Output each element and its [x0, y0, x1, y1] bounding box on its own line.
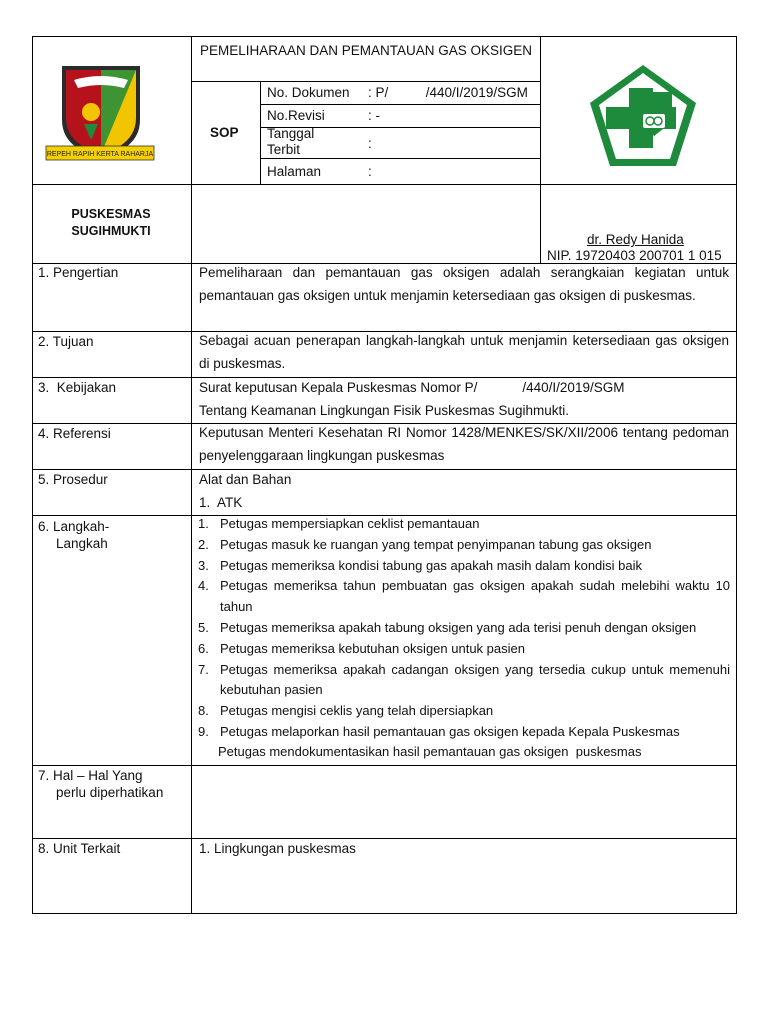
section-text-unit-terkait: 1. Lingkungan puskesmas — [199, 841, 356, 856]
field-label-no-revisi: No.Revisi — [267, 108, 325, 123]
procedure-step: 8. Petugas mengisi ceklis yang telah dipersiapkan — [198, 703, 494, 719]
column-divider — [191, 36, 192, 914]
section-label-hal-line2: perlu diperhatikan — [56, 785, 164, 800]
procedure-step: 9. Petugas melaporkan hasil pemantauan gas oksigen kepada Kepala Puskesmas — [198, 723, 680, 739]
field-value-no-revisi: : - — [368, 108, 380, 123]
section-label-tujuan: 2. Tujuan — [38, 334, 94, 349]
section-label-prosedur: 5. Prosedur — [38, 472, 108, 487]
section-text-kebijakan-line1: Surat keputusan Kepala Puskesmas Nomor P/ /440/I/2019/SGM — [199, 380, 625, 395]
puskesmas-logo — [586, 62, 700, 170]
section-label-unit-terkait: 8. Unit Terkait — [38, 841, 121, 856]
section-text-pengertian: Pemeliharaan dan pemantauan gas oksigen adalah serangkaian kegiatan untuk pemantauan gas oksigen untuk menjamin ketersediaan gas oksigen di puskesmas. — [199, 265, 729, 303]
section-text-prosedur-line1: Alat dan Bahan — [199, 472, 292, 487]
section-label-kebijakan: 3. Kebijakan — [38, 380, 117, 395]
sop-label: SOP — [210, 125, 239, 140]
procedure-step-trailing: Petugas mendokumentasikan hasil pemantauan gas oksigen puskesmas — [218, 744, 642, 759]
divider-7 — [32, 838, 737, 839]
procedure-step: 7. Petugas memeriksa apakah cadangan oksigen yang tersedia cukup untuk memenuhi kebutuhan pasien — [198, 661, 730, 698]
section-text-referensi: Keputusan Menteri Kesehatan RI Nomor 1428/MENKES/SK/XII/2006 tentang pedoman penyelenggaraan lingkungan puskesmas — [199, 425, 729, 463]
divider-4 — [32, 469, 737, 470]
section-label-referensi: 4. Referensi — [38, 426, 111, 441]
section-label-hal-line1: 7. Hal – Hal Yang — [38, 768, 143, 783]
procedure-step: 6. Petugas memeriksa kebutuhan oksigen untuk pasien — [198, 640, 525, 656]
divider-row1 — [260, 104, 540, 105]
divider-header-bottom — [32, 184, 737, 185]
procedure-steps-list — [198, 514, 730, 743]
procedure-step: 1. Petugas mempersiapkan ceklist pemantauan — [198, 516, 480, 531]
emblem-motto: REPEH RAPIH KERTA RAHARJA — [46, 151, 154, 158]
section-label-pengertian: 1. Pengertian — [38, 265, 119, 280]
border-top — [32, 36, 737, 37]
field-value-halaman: : — [368, 164, 372, 179]
signer-name: dr. Redy Hanida — [587, 232, 684, 247]
procedure-step: 2. Petugas masuk ke ruangan yang tempat penyimpanan tabung gas oksigen — [198, 536, 652, 552]
divider-2 — [32, 377, 737, 378]
regency-emblem-logo — [44, 62, 156, 166]
section-label-langkah-line1: 6. Langkah- — [38, 519, 110, 534]
border-bottom — [32, 913, 737, 914]
divider-6 — [32, 765, 737, 766]
field-label-halaman: Halaman — [267, 164, 322, 179]
field-value-no-dokumen: : P/ /440/I/2019/SGM — [368, 85, 528, 100]
section-text-kebijakan-line2: Tentang Keamanan Lingkungan Fisik Puskesmas Sugihmukti. — [199, 403, 569, 418]
procedure-step: 5. Petugas memeriksa apakah tabung oksigen yang ada terisi penuh dengan oksigen — [198, 619, 697, 635]
procedure-step: 3. Petugas memeriksa kondisi tabung gas apakah masih dalam kondisi baik — [198, 557, 643, 573]
sop-divider — [260, 81, 261, 185]
field-label-tanggal-terbit: Tanggal Terbit — [267, 126, 315, 157]
section-text-tujuan: Sebagai acuan penerapan langkah-langkah untuk menjamin ketersediaan gas oksigen di puskesmas. — [199, 333, 729, 371]
procedure-step: 4. Petugas memeriksa tahun pembuatan gas oksigen apakah sudah melebihi waktu 10 tahun — [198, 578, 730, 615]
right-logo-divider — [540, 36, 541, 264]
section-label-langkah-line2: Langkah — [56, 536, 108, 551]
border-left — [32, 36, 33, 914]
field-value-tanggal-terbit: : — [368, 136, 372, 151]
divider-row3 — [260, 158, 540, 159]
document-title: PEMELIHARAAN DAN PEMANTAUAN GAS OKSIGEN — [199, 43, 533, 58]
border-right — [736, 36, 737, 914]
field-label-no-dokumen: No. Dokumen — [267, 85, 350, 100]
signer-nip: NIP. 19720403 200701 1 015 — [547, 248, 722, 263]
organization-name: PUSKESMAS SUGIHMUKTI — [71, 207, 151, 238]
divider-title — [191, 81, 540, 82]
section-text-prosedur-line2: 1. ATK — [199, 495, 243, 510]
